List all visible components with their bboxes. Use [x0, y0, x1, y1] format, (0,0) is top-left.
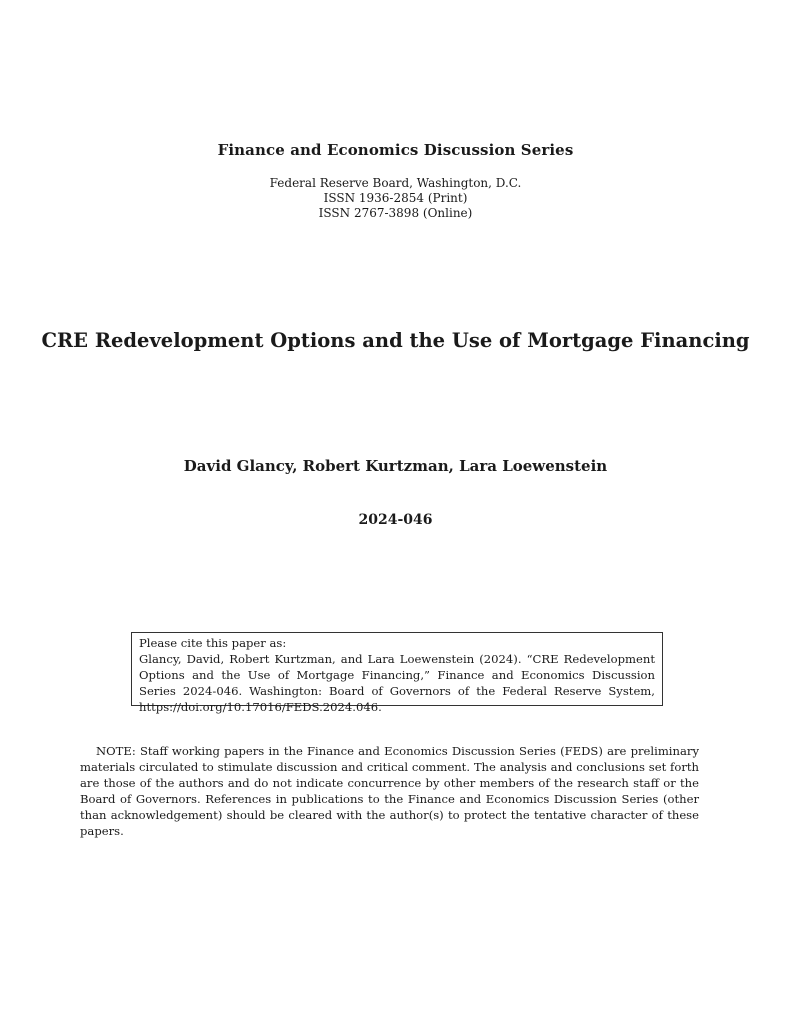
citation-box: [131, 632, 663, 714]
issn-online: ISSN 2767-3898 (Online): [318, 206, 473, 220]
citation-text: Glancy, David, Robert Kurtzman, and Lara Loewenstein (2024). “CRE Redevelopment Options and the Use of Mortgage Financing,” Finance and Economics Discussion Series 2024-046. Washington: Board of Governors of the Federal Reserve System, https://doi.org/10.17016/FEDS.2024.046.: [139, 652, 655, 714]
paper-number: 2024-046: [358, 512, 433, 528]
issn-print: ISSN 1936-2854 (Print): [323, 191, 468, 205]
citation-heading: Please cite this paper as:: [139, 636, 287, 650]
disclaimer-note: NOTE: Staff working papers in the Finance and Economics Discussion Series (FEDS) are preliminary materials circulated to stimulate discussion and critical comment. The analysis and conclusions set forth are those of the authors and do not indicate concurrence by other members of the research staff or the Board of Governors. References in publications to the Finance and Economics Discussion Series (other than acknowledgement) should be cleared with the author(s) to protect the tentative character of these papers.: [80, 744, 699, 838]
publisher-info: [0, 176, 791, 221]
publisher-location: Federal Reserve Board, Washington, D.C.: [269, 176, 522, 190]
series-title: Finance and Economics Discussion Series: [217, 141, 574, 159]
paper-authors: David Glancy, Robert Kurtzman, Lara Loewenstein: [183, 457, 608, 475]
paper-title: CRE Redevelopment Options and the Use of Mortgage Financing: [41, 329, 750, 352]
